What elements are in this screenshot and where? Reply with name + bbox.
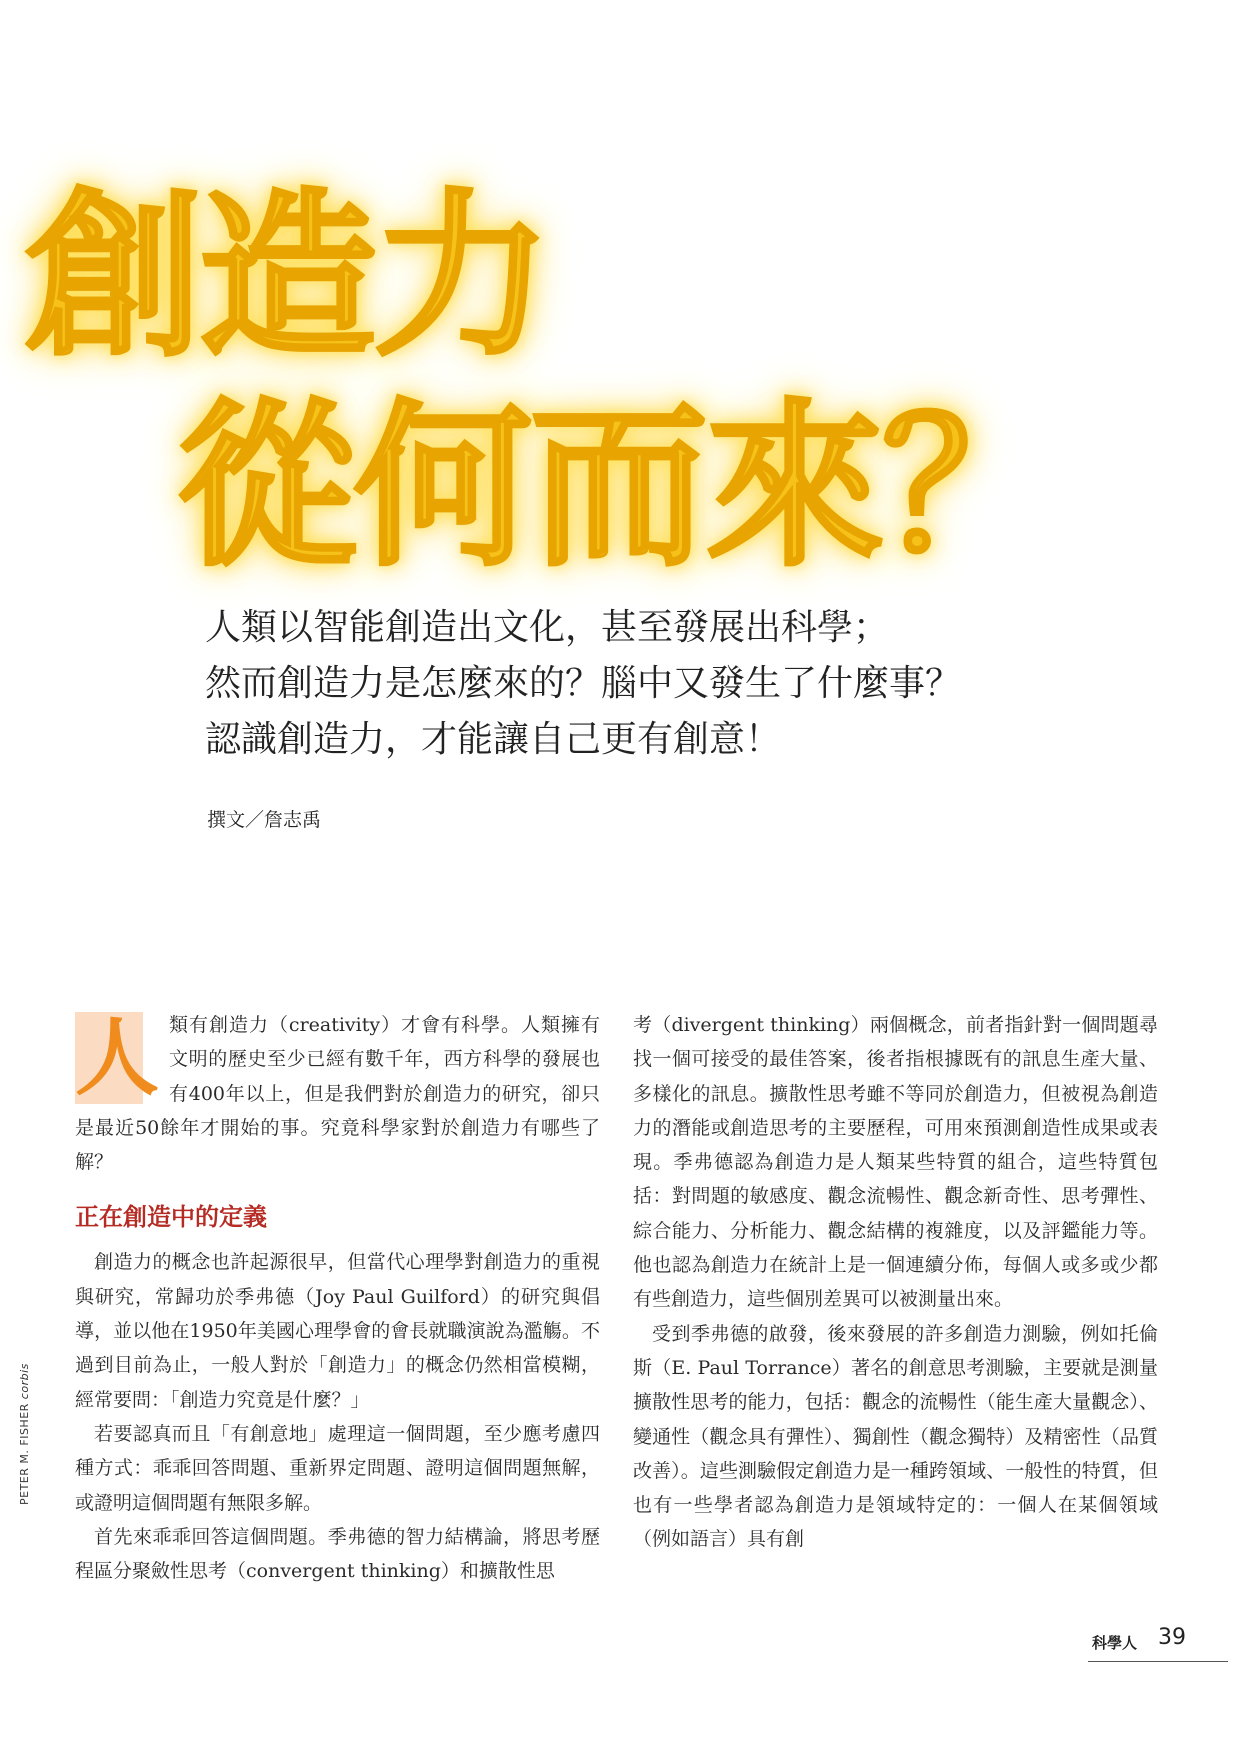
body-paragraph: 若要認真而且「有創意地」處理這一個問題，至少應考慮四種方式：乖乖回答問題、重新界定問題、證明這個問題無解，或證明這個問題有無限多解。 (75, 1422, 600, 1514)
magazine-name: 科學人 (1092, 1634, 1138, 1652)
subtitle-line: 然而創造力是怎麼來的？腦中又發生了什麼事？ (205, 663, 962, 704)
photo-credit-name: PETER M. FISHER (18, 1403, 31, 1505)
author-byline: 撰文／詹志禹 (207, 809, 322, 831)
intro-paragraph (75, 1008, 600, 1179)
article-title-line-1: 創造力 (25, 173, 547, 380)
subtitle-line: 認識創造力，才能讓自己更有創意！ (205, 719, 782, 760)
page-number: 39 (1158, 1625, 1186, 1650)
body-paragraph: 考（divergent thinking）兩個概念，前者指針對一個問題尋找一個可接受的最佳答案，後者指根據既有的訊息生產大量、多樣化的訊息。擴散性思考雖不等同於創造力，但被視為創造力的潛能或創造思考的主要歷程，可用來預測創造性成果或表現。季弗德認為創造力是人類某些特質的組合，這些特質包括：對問題的敏感度、觀念流暢性、觀念新奇性、思考彈性、綜合能力、分析能力、觀念結構的複雜度，以及評鑑能力等。他也認為創造力在統計上是一個連續分佈，每個人或多或少都有些創造力，這些個別差異可以被測量出來。 (633, 1014, 1158, 1311)
photo-credit-agency: corbis (18, 1363, 31, 1400)
article-subtitle (205, 600, 1135, 768)
body-paragraph: 首先來乖乖回答這個問題。季弗德的智力結構論，將思考歷程區分聚斂性思考（convergent thinking）和擴散性思 (75, 1525, 600, 1583)
drop-cap: 人 (75, 1009, 160, 1107)
photo-credit (18, 1363, 31, 1505)
body-paragraph: 創造力的概念也許起源很早，但當代心理學對創造力的重視與研究，常歸功於季弗德（Joy Paul Guilford）的研究與倡導，並以他在1950年美國心理學會的會長就職演說為濫觴。不過到目前為止，一般人對於「創造力」的概念仍然相當模糊，經常要問：「創造力究竟是什麼？」 (75, 1251, 600, 1411)
body-paragraph: 受到季弗德的啟發，後來發展的許多創造力測驗，例如托倫斯（E. Paul Torrance）著名的創意思考測驗，主要就是測量擴散性思考的能力，包括：觀念的流暢性（能生產大量觀念）、變通性（觀念具有彈性）、獨創性（觀念獨特）及精密性（品質改善）。這些測驗假定創造力是一種跨領域、一般性的特質，但也有一些學者認為創造力是領域特定的：一個人在某個領域（例如語言）具有創 (633, 1322, 1158, 1551)
intro-text: 類有創造力（creativity）才會有科學。人類擁有文明的歷史至少已經有數千年，西方科學的發展也有400年以上，但是我們對於創造力的研究，卻只是最近50餘年才開始的事。究竟科學家對於創造力有哪些了解？ (75, 1014, 600, 1174)
subtitle-line: 人類以智能創造出文化，甚至發展出科學； (205, 607, 890, 648)
article-title-line-2: 從何而來？ (178, 383, 1058, 590)
text-column-left (75, 1008, 600, 1588)
text-column-right (633, 1008, 1158, 1557)
section-heading: 正在創造中的定義 (75, 1202, 267, 1232)
footer-rule (1088, 1661, 1228, 1662)
